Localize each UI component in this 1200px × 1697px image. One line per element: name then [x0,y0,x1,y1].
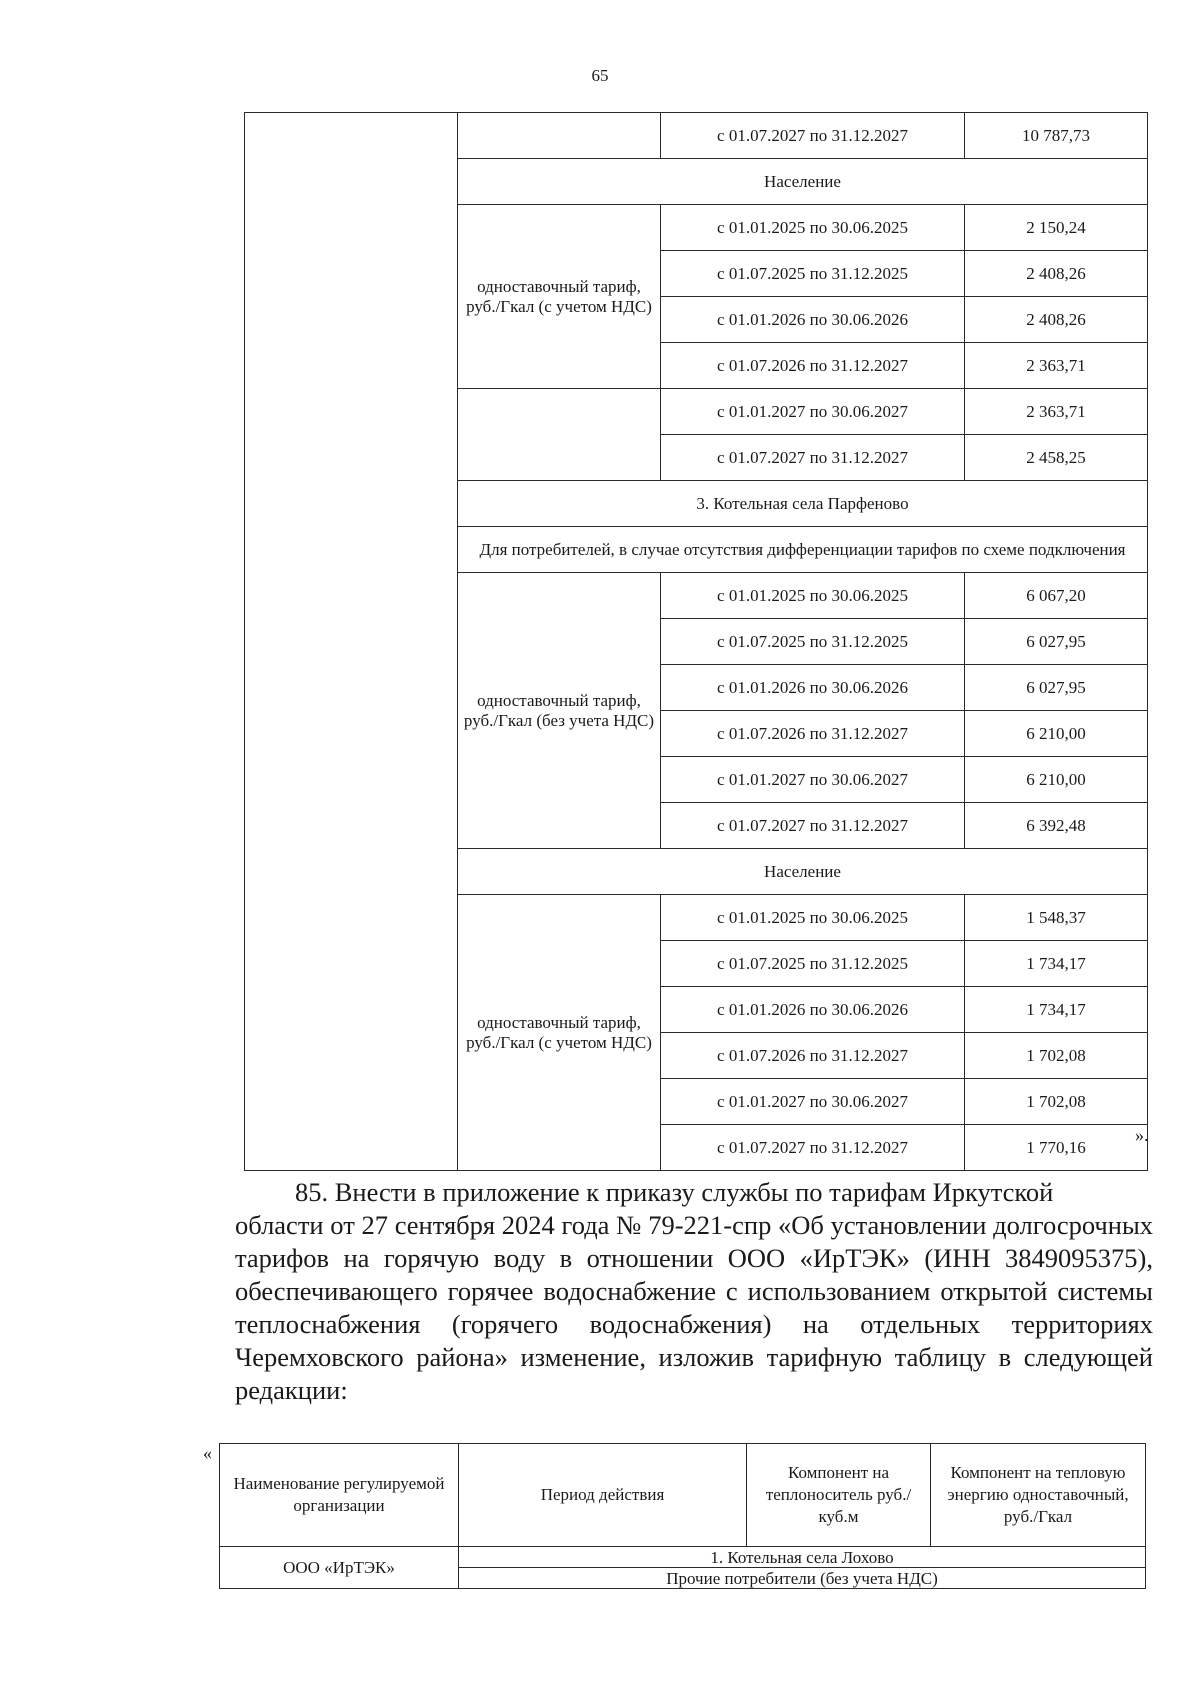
period-cell: с 01.07.2026 по 31.12.2027 [661,343,965,389]
group-heading-population: Население [458,849,1148,895]
period-cell: с 01.01.2027 по 30.06.2027 [661,389,965,435]
paragraph-first-line: 85. Внести в приложение к приказу службы по тарифам Иркутской [295,1177,1054,1207]
period-cell: с 01.07.2027 по 31.12.2027 [661,803,965,849]
tariff-label-empty [458,113,661,159]
value-cell: 2 150,24 [965,205,1148,251]
period-cell: с 01.01.2026 по 30.06.2026 [661,987,965,1033]
closing-quote-mark: ». [1135,1125,1149,1145]
opening-quote-mark: « [203,1443,212,1463]
org-cell-empty [245,113,458,1171]
period-cell: с 01.01.2025 по 30.06.2025 [661,895,965,941]
header-heat-energy: Компонент на тепловую энергию одноставочный, руб./Гкал [931,1444,1146,1547]
period-cell: с 01.01.2025 по 30.06.2025 [661,573,965,619]
section-heading: 3. Котельная села Парфеново [458,481,1148,527]
period-cell: с 01.07.2026 по 31.12.2027 [661,1033,965,1079]
header-org: Наименование регулируемой организации [220,1444,459,1547]
period-cell: с 01.07.2025 по 31.12.2025 [661,619,965,665]
value-cell: 6 210,00 [965,711,1148,757]
period-cell: с 01.01.2026 по 30.06.2026 [661,297,965,343]
paragraph-body: области от 27 сентября 2024 года № 79-221-спр «Об установлении долгосрочных тарифов на горячую воду в отношении ООО «ИрТЭК» (ИНН 3849095375), обеспечивающего горячее водоснабжение с использованием открытой системы теплоснабжения (горячего водоснабжения) на отдельных территориях Черемховского района» изменение, изложив тарифную таблицу в следующей редакции: [235,1210,1153,1405]
value-cell: 2 458,25 [965,435,1148,481]
value-cell: 2 363,71 [965,389,1148,435]
period-cell: с 01.01.2027 по 30.06.2027 [661,757,965,803]
period-cell: с 01.07.2027 по 31.12.2027 [661,435,965,481]
period-cell: с 01.01.2025 по 30.06.2025 [661,205,965,251]
tariff-label: одноставочный тариф, руб./Гкал (с учетом НДС) [458,205,661,389]
tariff-label-empty [458,389,661,481]
value-cell: 10 787,73 [965,113,1148,159]
value-cell: 6 067,20 [965,573,1148,619]
header-period: Период действия [459,1444,747,1547]
section-heading: 1. Котельная села Лохово [459,1547,1146,1568]
period-cell: с 01.01.2026 по 30.06.2026 [661,665,965,711]
tariff-table-new [219,1443,1146,1589]
value-cell: 2 408,26 [965,251,1148,297]
value-cell: 1 702,08 [965,1079,1148,1125]
tariff-table-continuation [244,112,1148,1171]
value-cell: 1 734,17 [965,987,1148,1033]
value-cell: 1 702,08 [965,1033,1148,1079]
value-cell: 1 734,17 [965,941,1148,987]
section-subheading: Для потребителей, в случае отсутствия дифференциации тарифов по схеме подключения [458,527,1148,573]
value-cell: 2 363,71 [965,343,1148,389]
value-cell: 6 392,48 [965,803,1148,849]
tariff-label: одноставочный тариф, руб./Гкал (с учетом НДС) [458,895,661,1171]
value-cell: 6 210,00 [965,757,1148,803]
value-cell: 6 027,95 [965,619,1148,665]
period-cell: с 01.07.2026 по 31.12.2027 [661,711,965,757]
value-cell: 2 408,26 [965,297,1148,343]
group-heading-population: Население [458,159,1148,205]
paragraph-85 [235,1176,1153,1407]
period-cell: с 01.07.2027 по 31.12.2027 [661,1125,965,1171]
value-cell: 6 027,95 [965,665,1148,711]
period-cell: с 01.07.2025 по 31.12.2025 [661,251,965,297]
header-heat-carrier: Компонент на теплоноситель руб./куб.м [747,1444,931,1547]
value-cell: 1 548,37 [965,895,1148,941]
page-number: 65 [591,66,609,85]
period-cell: с 01.07.2025 по 31.12.2025 [661,941,965,987]
org-name: ООО «ИрТЭК» [220,1547,459,1589]
value-cell: 1 770,16 [965,1125,1148,1171]
tariff-label: одноставочный тариф, руб./Гкал (без учета НДС) [458,573,661,849]
period-cell: с 01.07.2027 по 31.12.2027 [661,113,965,159]
period-cell: с 01.01.2027 по 30.06.2027 [661,1079,965,1125]
section-subheading: Прочие потребители (без учета НДС) [459,1568,1146,1589]
